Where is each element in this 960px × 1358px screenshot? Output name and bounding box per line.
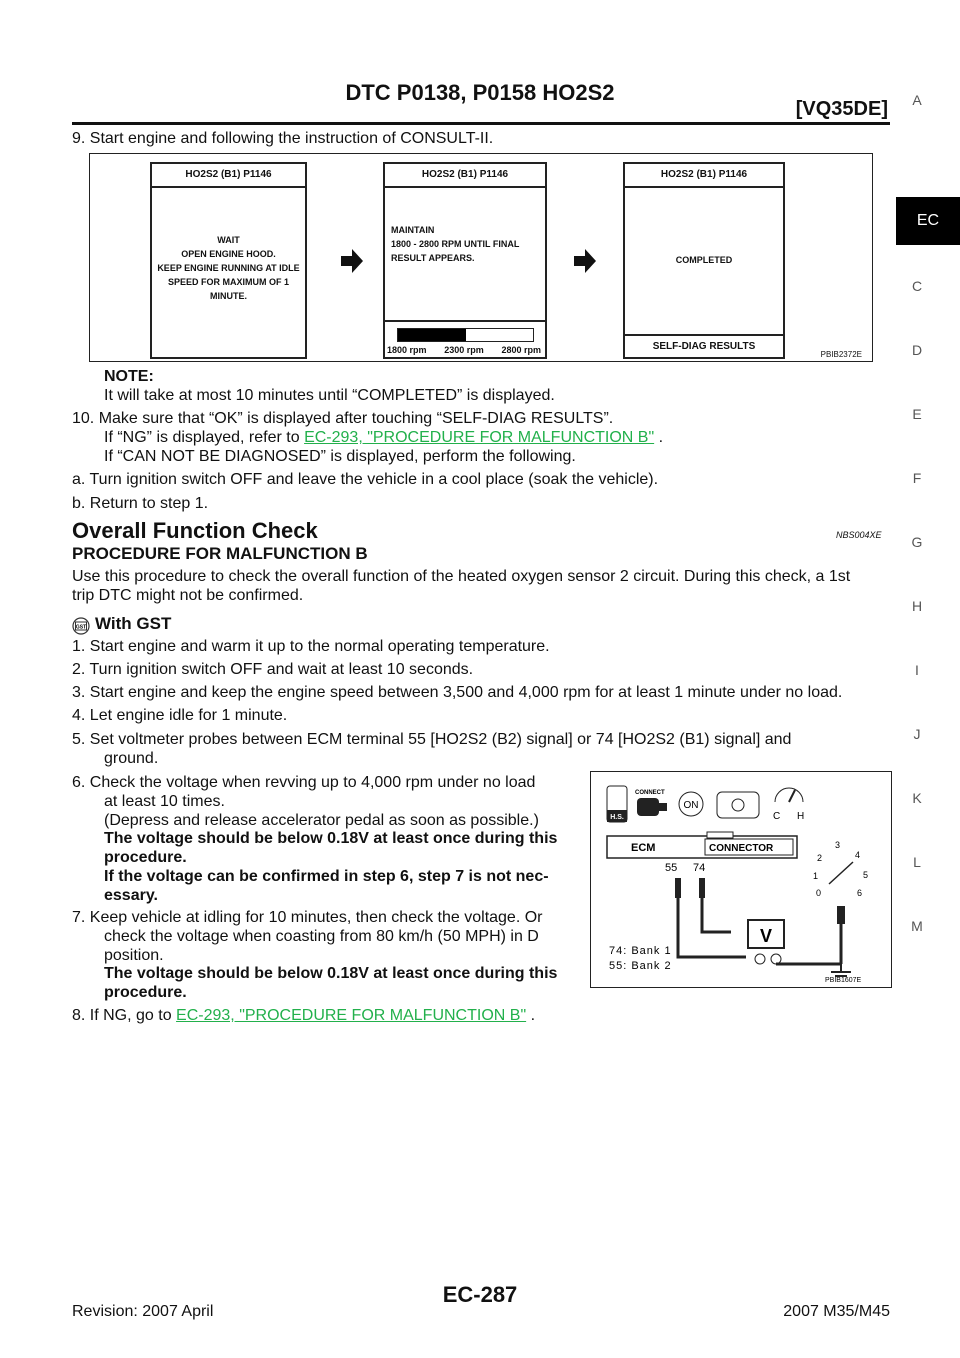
step-2: 2. Turn ignition switch OFF and wait at least 10 seconds.	[72, 661, 474, 678]
note-label: NOTE:	[104, 368, 154, 385]
svg-text:CONNECT: CONNECT	[635, 790, 665, 796]
step-4: 4. Let engine idle for 1 minute.	[72, 707, 288, 724]
step-6-line: (Depress and release accelerator pedal as soon as possible.)	[104, 812, 539, 829]
svg-text:4: 4	[855, 850, 861, 860]
index-h[interactable]: H	[911, 598, 923, 614]
step-7: 7. Keep vehicle at idling for 10 minutes, then check the voltage. Or	[72, 909, 543, 926]
hs-icon	[607, 786, 627, 822]
screen-line: KEEP ENGINE RUNNING AT IDLE	[157, 263, 300, 273]
rpm-progress-bar	[397, 328, 534, 342]
svg-text:74: 74	[693, 862, 706, 874]
consult-screen-wait	[150, 162, 307, 359]
svg-text:V: V	[759, 926, 773, 946]
svg-text:5: 5	[863, 870, 869, 880]
svg-text:CONNECTOR: CONNECTOR	[709, 843, 774, 854]
procedure-heading: PROCEDURE FOR MALFUNCTION B	[72, 544, 368, 563]
self-diag-results-button: SELF-DIAG RESULTS	[625, 334, 783, 357]
figure-code: PBIB2372E	[820, 350, 862, 359]
connect-icon	[637, 798, 659, 816]
svg-text:3: 3	[835, 840, 841, 850]
svg-text:GST: GST	[75, 624, 87, 631]
screen-title: HO2S2 (B1) P1146	[625, 164, 783, 188]
tachometer-icon	[813, 840, 868, 898]
consult-screens-figure	[89, 153, 873, 362]
step-10-cannot: If “CAN NOT BE DIAGNOSED” is displayed, perform the following.	[104, 448, 576, 465]
step-10: 10. Make sure that “OK” is displayed after touching “SELF-DIAG RESULTS”.	[72, 410, 614, 427]
svg-text:H: H	[797, 811, 805, 822]
note-text: It will take at most 10 minutes until “COMPLETED” is displayed.	[104, 387, 555, 404]
index-a[interactable]: A	[912, 92, 922, 108]
engine-model: [VQ35DE]	[795, 98, 888, 120]
svg-text:ON: ON	[683, 800, 699, 811]
index-k[interactable]: K	[912, 790, 922, 806]
step-5: 5. Set voltmeter probes between ECM terminal 55 [HO2S2 (B2) signal] or 74 [HO2S2 (B1) signal] and	[72, 731, 792, 748]
step-7-line: check the voltage when coasting from 80 km/h (50 MPH) in D	[104, 928, 539, 945]
rpm-progress-fill	[398, 329, 466, 341]
section-title: Overall Function Check	[72, 518, 318, 543]
section-code: NBS004XE	[836, 530, 882, 540]
step-10-ng-text: If “NG” is displayed, refer to	[104, 429, 305, 446]
with-gst-label: With GST	[95, 614, 172, 633]
svg-text:ECM: ECM	[631, 842, 656, 854]
screen-line: SPEED FOR MAXIMUM OF 1 MINUTE.	[167, 277, 289, 301]
step-6-bold: The voltage should be below 0.18V at least once during this	[104, 830, 558, 847]
step-8-suffix: .	[526, 1007, 536, 1024]
intro-line: Use this procedure to check the overall function of the heated oxygen sensor 2 circuit. During this check, a 1st	[72, 568, 851, 585]
vehicle-model: 2007 M35/M45	[783, 1303, 890, 1320]
step-8	[72, 1006, 535, 1025]
index-m[interactable]: M	[911, 918, 923, 934]
rpm-gauge-area	[385, 320, 545, 357]
step-3: 3. Start engine and keep the engine speed between 3,500 and 4,000 rpm for at least 1 minute under no load.	[72, 684, 843, 701]
svg-text:55: 55	[665, 862, 678, 874]
screen-line: RESULT APPEARS.	[391, 253, 475, 263]
index-l[interactable]: L	[913, 854, 921, 870]
step-6-bold: If the voltage can be confirmed in step 6, step 7 is not nec-	[104, 868, 549, 885]
index-f[interactable]: F	[912, 470, 922, 486]
step-10-ng	[104, 428, 663, 447]
malfunction-b-link[interactable]: EC-293, "PROCEDURE FOR MALFUNCTION B"	[176, 1007, 527, 1024]
rpm-label: 1800 rpm	[387, 345, 427, 355]
step-10-ng-suffix: .	[654, 429, 664, 446]
screen-title: HO2S2 (B1) P1146	[385, 164, 545, 188]
index-d[interactable]: D	[911, 342, 923, 358]
index-e[interactable]: E	[912, 406, 922, 422]
screen-line: MAINTAIN	[391, 225, 435, 235]
step-6-bold: procedure.	[104, 849, 187, 866]
index-ec-active[interactable]: EC	[896, 197, 960, 245]
svg-text:0: 0	[816, 888, 822, 898]
svg-text:2: 2	[817, 853, 823, 863]
intro-line: trip DTC might not be confirmed.	[72, 587, 304, 604]
step-5-cont: ground.	[104, 750, 159, 767]
svg-text:6: 6	[857, 888, 863, 898]
step-7-bold: The voltage should be below 0.18V at least once during this	[104, 965, 558, 982]
step-9: 9. Start engine and following the instruction of CONSULT-II.	[72, 130, 494, 147]
page-title: DTC P0138, P0158 HO2S2	[345, 80, 615, 105]
step-6: 6. Check the voltage when revving up to 4,000 rpm under no load	[72, 774, 536, 791]
header-rule	[72, 122, 890, 125]
svg-text:1: 1	[813, 871, 819, 881]
consult-screen-maintain	[383, 162, 547, 359]
svg-text:H.S.: H.S.	[610, 814, 624, 821]
probe-74	[699, 878, 705, 898]
ground-probe	[837, 906, 845, 924]
probe-55	[675, 878, 681, 898]
revision-info: Revision: 2007 April	[72, 1303, 214, 1320]
step-6-bold: essary.	[104, 887, 158, 904]
arrow-right-icon	[341, 249, 363, 278]
step-8-text: 8. If NG, go to	[72, 1007, 177, 1024]
step-1: 1. Start engine and warm it up to the normal operating temperature.	[72, 638, 550, 655]
svg-text:55: Bank 2: 55: Bank 2	[609, 960, 672, 972]
step-7-line: position.	[104, 947, 164, 964]
screen-line: 1800 - 2800 RPM UNTIL FINAL	[391, 239, 520, 249]
index-j[interactable]: J	[913, 726, 921, 742]
consult-screen-completed	[623, 162, 785, 359]
step-b: b. Return to step 1.	[72, 495, 209, 512]
index-i[interactable]: I	[915, 662, 919, 678]
screen-line: OPEN ENGINE HOOD.	[181, 249, 276, 259]
step-7-bold: procedure.	[104, 984, 187, 1001]
svg-text:74: Bank 1: 74: Bank 1	[609, 945, 672, 957]
step-a: a. Turn ignition switch OFF and leave the vehicle in a cool place (soak the vehicle).	[72, 471, 659, 488]
voltmeter-figure	[590, 771, 892, 988]
screen-line: WAIT	[217, 235, 240, 245]
rpm-label: 2300 rpm	[444, 345, 484, 355]
screen-completed-text: COMPLETED	[675, 255, 733, 265]
svg-text:PBIB1607E: PBIB1607E	[825, 977, 862, 984]
rpm-label: 2800 rpm	[501, 345, 541, 355]
page-number: EC-287	[442, 1282, 518, 1307]
screen-title: HO2S2 (B1) P1146	[152, 164, 305, 188]
index-c[interactable]: C	[911, 278, 923, 294]
malfunction-b-link[interactable]: EC-293, "PROCEDURE FOR MALFUNCTION B"	[304, 429, 655, 446]
step-6-line: at least 10 times.	[104, 793, 225, 810]
index-g[interactable]: G	[911, 534, 923, 550]
arrow-right-icon	[574, 249, 596, 278]
svg-text:C: C	[773, 811, 781, 822]
